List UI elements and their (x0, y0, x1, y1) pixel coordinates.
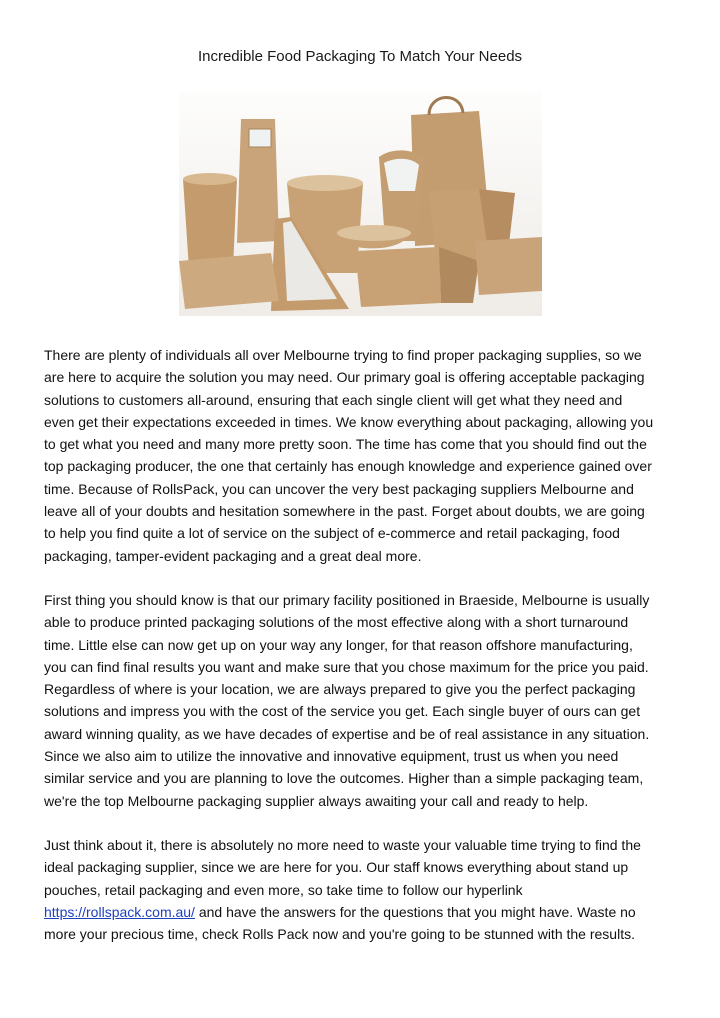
page-title: Incredible Food Packaging To Match Your Needs (197, 48, 523, 65)
article-body (44, 344, 684, 967)
paragraph-3-text-after-link: and have the answers for the questions that you might have. Waste no more your precious time, check Rolls Pack now and you're going to be stunned with the results. (44, 903, 636, 943)
paragraph-3 (44, 834, 684, 945)
paragraph-1: There are plenty of individuals all over Melbourne trying to find proper packaging supplies, so we are here to acquire the solution you may need. Our primary goal is offering acceptable packaging solutions to customers all-around, ensuring that each single client will get what they need and even get their expectations exceeded in times. We know everything about packaging, allowing you to get what you need and many more pretty soon. The time has come that you should find out the top packaging producer, the one that certainly has enough knowledge and experience gained over time. Because of RollsPack, you can uncover the very best packaging suppliers Melbourne and leave all of your doubts and hesitation somewhere in the past. Forget about doubts, we are going to help you find quite a lot of service on the subject of e-commerce and retail packaging, food packaging, tamper-evident packaging and a great deal more. (44, 347, 654, 564)
rollspack-hyperlink[interactable]: https://rollspack.com.au/ (44, 903, 195, 920)
paragraph-3-text-before-link: Just think about it, there is absolutely no more need to waste your valuable time trying to find the ideal packaging supplier, since we are here for you. Our staff knows everything about stand up pouches, retail packaging and even more, so take time to follow our hyperlink (44, 836, 641, 898)
packaging-photo (179, 91, 542, 316)
paragraph-2: First thing you should know is that our primary facility positioned in Braeside, Melbourne is usually able to produce printed packaging solutions of the most effective along with a short turnaround time. Little else can now get up on your way any longer, for that reason offshore manufacturing, you can find final results you want and make sure that you chose maximum for the price you paid. Regardless of where is your location, we are always prepared to give you the perfect packaging solutions and impress you with the cost of the service you get. Each single buyer of ours can get award winning quality, as we have decades of expertise and be of real assistance in any situation. Since we also aim to utilize the innovative and innovative equipment, trust us when you need similar service and you are planning to love the outcomes. Higher than a simple packaging team, we're the top Melbourne packaging supplier always awaiting your call and ready to help. (44, 591, 650, 809)
packaging-illustration (179, 91, 542, 316)
